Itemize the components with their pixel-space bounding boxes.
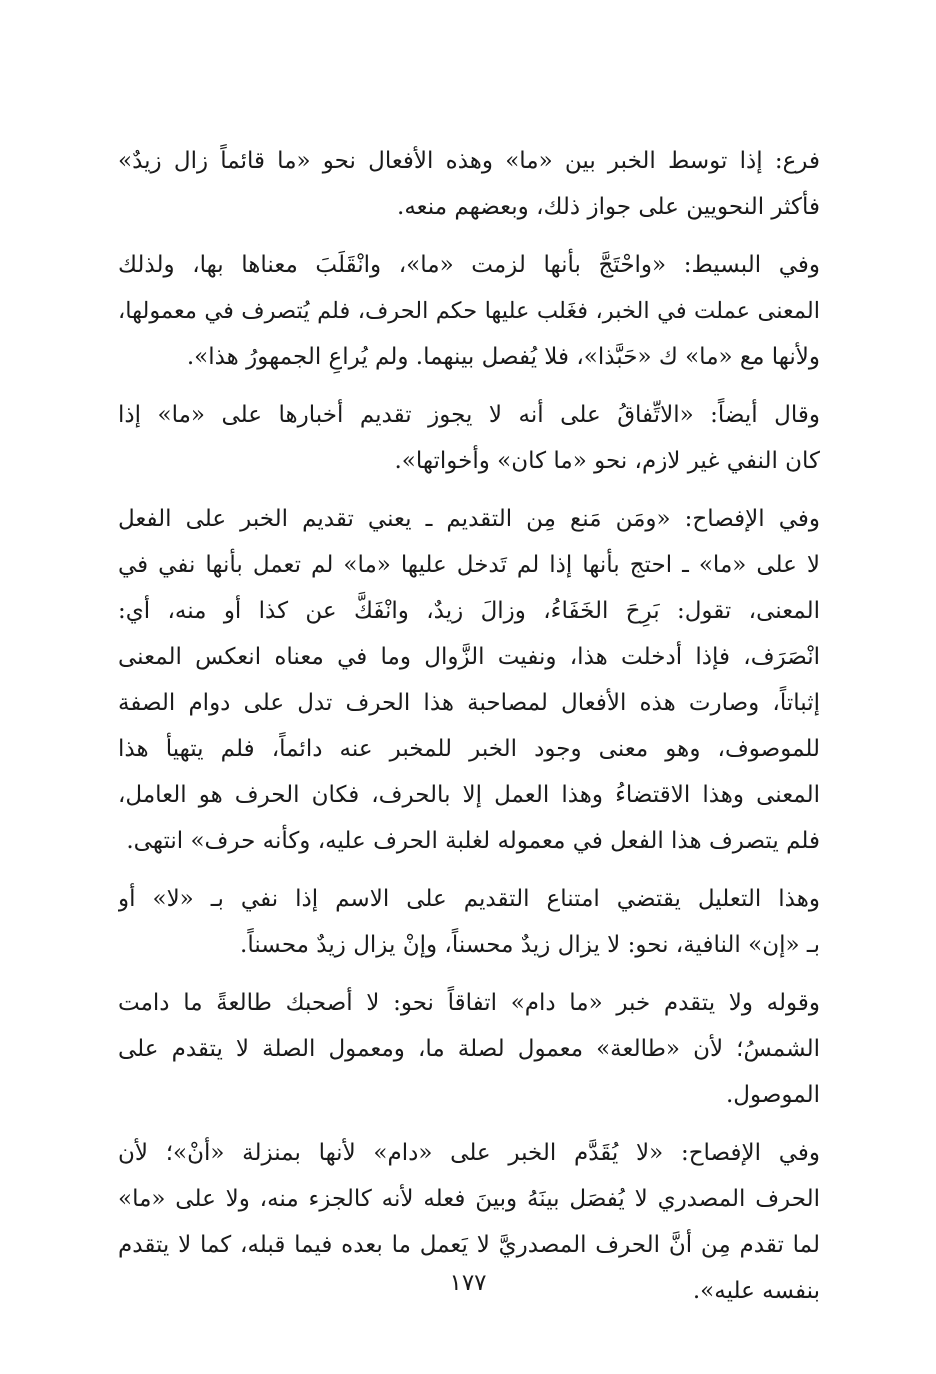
text-line: وهذا التعليل يقتضي امتناع التقديم على الاسم إذا نفي بـ «لا» أو (118, 886, 820, 912)
text-line: المعنى، تقول: بَرِحَ الخَفَاءُ، وزالَ زيدٌ، وانْفَكَّ عن كذا أو منه، أي: (118, 598, 820, 624)
text-line: وقوله ولا يتقدم خبر «ما دام» اتفاقاً نحو: لا أصحبك طالعةً ما دامت (118, 990, 820, 1016)
text-line: وفي الإفصاح: «لا يُقَدَّم الخبر على «دام» لأنها بمنزلة «أنْ»؛ لأن (118, 1140, 820, 1166)
paragraph (118, 980, 820, 1118)
paragraph (118, 496, 820, 864)
text-line: الشمسُ؛ لأن «طالعة» معمول لصلة ما، ومعمول الصلة لا يتقدم على (118, 1036, 820, 1062)
text-line: كان النفي غير لازم، نحو «ما كان» وأخواتها». (394, 448, 820, 474)
paragraph (118, 392, 820, 484)
body-text (118, 138, 820, 1326)
paragraph (118, 138, 820, 230)
paragraph (118, 242, 820, 380)
text-line: الموصول. (725, 1082, 820, 1108)
text-line: بـ «إن» النافية، نحو: لا يزال زيدٌ محسناً، وإنْ يزال زيدٌ محسناً. (240, 932, 820, 958)
text-line: بنفسه عليه». (692, 1278, 820, 1304)
text-line: المعنى وهذا الاقتضاءُ وهذا العمل إلا بالحرف، فكان الحرف هو العامل، (118, 782, 820, 808)
text-line: وقال أيضاً: «الاتِّفاقُ على أنه لا يجوز تقديم أخبارها على «ما» إذا (118, 402, 820, 428)
text-line: للموصوف، وهو معنى وجود الخبر للمخبر عنه دائماً، فلم يتهيأ هذا (118, 736, 820, 762)
page-number: ١٧٧ (449, 1270, 487, 1296)
text-line: فأكثر النحويين على جواز ذلك، وبعضهم منعه. (397, 194, 820, 220)
text-line: وفي البسيط: «واحْتَجَّ بأنها لزمت «ما»، وانْقَلَبَ معناها بها، ولذلك (118, 252, 820, 278)
text-line: لما تقدم مِن أنَّ الحرف المصدريَّ لا يَعمل ما بعده فيما قبله، كما لا يتقدم (118, 1232, 820, 1258)
text-line: الحرف المصدري لا يُفصَل بينَهُ وبينَ فعله لأنه كالجزء منه، ولا على «ما» (118, 1186, 820, 1212)
paragraph (118, 876, 820, 968)
text-line: فلم يتصرف هذا الفعل في معموله لغلبة الحرف عليه، وكأنه حرف» انتهى. (126, 828, 820, 854)
text-line: فرع: إذا توسط الخبر بين «ما» وهذه الأفعال نحو «ما قائماً زال زيدٌ» (118, 148, 820, 174)
text-line: إثباتاً، وصارت هذه الأفعال لمصاحبة هذا الحرف تدل على دوام الصفة (118, 690, 820, 716)
text-line: المعنى عملت في الخبر، فغَلب عليها حكم الحرف، فلم يُتصرف في معمولها، (118, 298, 820, 324)
text-line: وفي الإفصاح: «ومَن مَنع مِن التقديم ـ يعني تقديم الخبر على الفعل (118, 506, 820, 532)
text-line: ولأنها مع «ما» ك «حَبَّذا»، فلا يُفصل بينهما. ولم يُراعِ الجمهورُ هذا». (186, 344, 820, 370)
text-line: لا على «ما» ـ احتج بأنها إذا لم تَدخل عليها «ما» لم تعمل بأنها نفي في (118, 552, 820, 578)
text-line: انْصَرَف، فإذا أدخلت هذا، ونفيت الزَّوال وما في معناه انعكس المعنى (118, 644, 820, 670)
